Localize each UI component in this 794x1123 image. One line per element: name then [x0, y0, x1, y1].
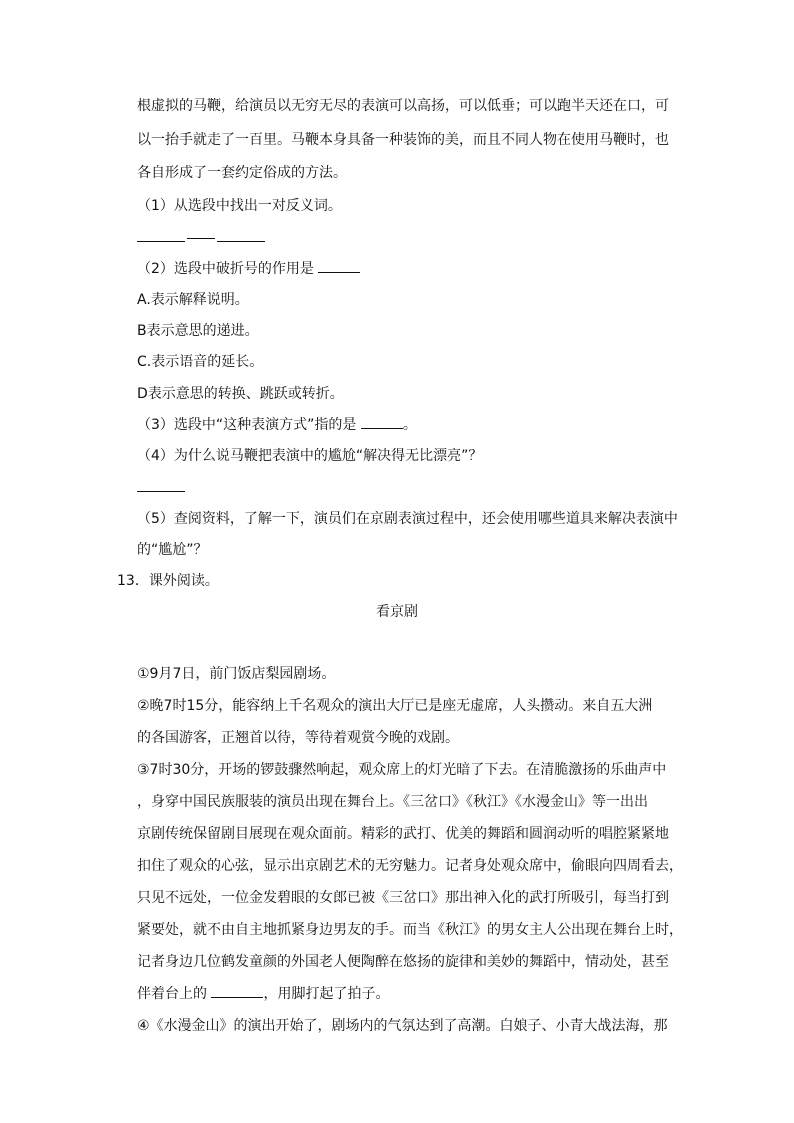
passage-line-3: 各自形成了一套约定俗成的方法。 [137, 165, 347, 181]
option-b: B表示意思的递进。 [137, 323, 259, 339]
question-2 [137, 259, 360, 279]
question-3-end: 。 [402, 417, 417, 433]
option-c: C.表示语音的延长。 [137, 354, 264, 370]
paragraph-3-line-8 [137, 984, 389, 1004]
paragraph-3-line-1: ③7时30分，开场的锣鼓骤然响起，观众席上的灯光暗了下去。在清脆激扬的乐曲声中 [137, 762, 667, 778]
answer-blank[interactable] [137, 229, 185, 242]
paragraph-3-line-3: 京剧传统保留剧目展现在观众面前。精彩的武打、优美的舞蹈和圆润动听的唱腔紧紧地 [137, 826, 669, 842]
fill-suffix: ，用脚打起了拍子。 [263, 986, 390, 1002]
question-5-line-2: 的“尴尬”？ [137, 542, 208, 558]
answer-blank[interactable] [217, 229, 265, 242]
answer-blank[interactable] [211, 985, 263, 998]
paragraph-3-line-6: 紧要处，就不由自主地抓紧身边男友的手。而当《秋江》的男女主人公出现在舞台上时， [137, 922, 683, 938]
answer-blank[interactable] [361, 416, 403, 429]
option-a: A.表示解释说明。 [137, 292, 249, 308]
reading-title: 看京剧 [376, 604, 418, 620]
passage-line-1: 根虚拟的马鞭，给演员以无穷无尽的表演可以高扬，可以低垂；可以跑半天还在口，可 [137, 98, 669, 114]
paragraph-3-line-7: 记者身边几位鹤发童颜的外国老人便陶醉在悠扬的旋律和美妙的舞蹈中，情动处，甚至 [137, 954, 669, 970]
paragraph-1: ①9月7日，前门饭店梨园剧场。 [137, 666, 336, 682]
question-4: （4）为什么说马鞭把表演中的尴尬“解决得无比漂亮”？ [137, 448, 483, 464]
dash-mark [187, 238, 215, 239]
paragraph-3-line-5: 只见不远处，一位金发碧眼的女郎已被《三岔口》那出神入化的武打所吸引，每当打到 [137, 890, 669, 906]
paragraph-2-line-2: 的各国游客，正翘首以待，等待着观赏今晚的戏剧。 [137, 730, 459, 746]
paragraph-2-line-1: ②晚7时15分，能容纳上千名观众的演出大厅已是座无虚席，人头攒动。来自五大洲 [137, 698, 653, 714]
answer-line-q1[interactable] [137, 228, 265, 248]
paragraph-4-line-1: ④《水漫金山》的演出开始了，剧场内的气氛达到了高潮。白娘子、小青大战法海，那 [137, 1018, 668, 1034]
option-d: D表示意思的转换、跳跃或转折。 [137, 386, 344, 402]
paragraph-3-line-2: ，身穿中国民族服装的演员出现在舞台上。《三岔口》《秋江》《水漫金山》等一出出 [137, 794, 648, 810]
answer-line-q4[interactable] [137, 478, 185, 498]
fill-prefix: 伴着台上的 [137, 986, 207, 1002]
answer-blank[interactable] [137, 479, 185, 492]
answer-blank[interactable] [318, 260, 360, 273]
question-1: （1）从选段中找出一对反义词。 [137, 198, 342, 214]
question-3-text: （3）选段中“这种表演方式”指的是 [137, 417, 357, 433]
question-2-text: （2）选段中破折号的作用是 [137, 261, 314, 277]
item-13-heading: 13．课外阅读。 [117, 573, 219, 589]
question-5-line-1: （5）查阅资料，了解一下，演员们在京剧表演过程中，还会使用哪些道具来解决表演中 [137, 511, 678, 527]
question-3 [137, 415, 417, 435]
passage-line-2: 以一抬手就走了一百里。马鞭本身具备一种装饰的美，而且不同人物在使用马鞭时，也 [137, 132, 669, 148]
paragraph-3-line-4: 扣住了观众的心弦，显示出京剧艺术的无穷魅力。记者身处观众席中，偷眼向四周看去， [137, 858, 683, 874]
